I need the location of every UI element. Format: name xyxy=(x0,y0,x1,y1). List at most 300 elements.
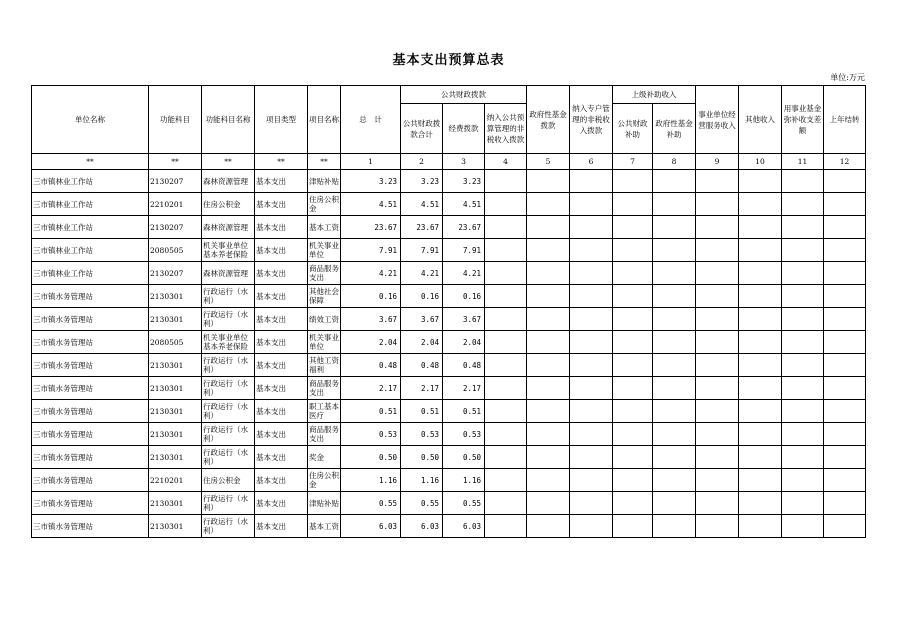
cell-empty xyxy=(485,285,527,308)
cell-empty xyxy=(485,446,527,469)
cell-total: 3.23 xyxy=(341,170,401,193)
cell-func-name: 行政运行（水利） xyxy=(202,354,255,377)
cell-empty xyxy=(739,239,782,262)
cell-empty xyxy=(527,354,570,377)
cell-empty xyxy=(782,239,824,262)
cell-empty xyxy=(653,377,696,400)
col-num: 12 xyxy=(824,154,866,170)
cell-empty xyxy=(653,331,696,354)
cell-empty xyxy=(485,400,527,423)
cell-empty xyxy=(653,308,696,331)
cell-unit-name: 三市镇水务管理站 xyxy=(32,515,149,538)
col-num: 8 xyxy=(653,154,696,170)
cell-item-type: 基本支出 xyxy=(255,193,308,216)
cell-unit-name: 三市镇林业工作站 xyxy=(32,262,149,285)
header-public-finance-subtotal: 公共财政拨款合计 xyxy=(401,104,443,154)
cell-func-code: 2210201 xyxy=(149,193,202,216)
cell-item-name: 机关事业单位 xyxy=(308,331,341,354)
cell-empty xyxy=(696,285,739,308)
cell-unit-name: 三市镇水务管理站 xyxy=(32,492,149,515)
cell-item-name: 住房公积金 xyxy=(308,469,341,492)
cell-empty xyxy=(570,377,613,400)
cell-unit-name: 三市镇林业工作站 xyxy=(32,193,149,216)
cell-empty xyxy=(527,446,570,469)
table-row xyxy=(32,170,866,193)
cell-empty xyxy=(824,423,866,446)
cell-empty xyxy=(739,377,782,400)
cell-empty xyxy=(527,492,570,515)
cell-empty xyxy=(527,285,570,308)
cell-empty xyxy=(824,216,866,239)
cell-empty xyxy=(527,308,570,331)
col-num: 9 xyxy=(696,154,739,170)
cell-unit-name: 三市镇水务管理站 xyxy=(32,400,149,423)
cell-item-name: 基本工资 xyxy=(308,515,341,538)
cell-empty xyxy=(653,239,696,262)
cell-empty xyxy=(527,193,570,216)
cell-func-code: 2080505 xyxy=(149,331,202,354)
cell-unit-name: 三市镇水务管理站 xyxy=(32,469,149,492)
page-title: 基本支出预算总表 xyxy=(392,53,505,68)
cell-public-finance-subtotal: 0.50 xyxy=(401,446,443,469)
cell-total: 7.91 xyxy=(341,239,401,262)
cell-func-name: 森林资源管理 xyxy=(202,262,255,285)
cell-func-code: 2130301 xyxy=(149,285,202,308)
cell-func-name: 住房公积金 xyxy=(202,469,255,492)
cell-empty xyxy=(824,239,866,262)
cell-empty xyxy=(782,170,824,193)
cell-item-name: 其他工资福利 xyxy=(308,354,341,377)
budget-table xyxy=(31,85,866,538)
cell-empty xyxy=(653,469,696,492)
cell-item-name: 津贴补贴 xyxy=(308,492,341,515)
cell-func-name: 机关事业单位基本养老保险 xyxy=(202,331,255,354)
cell-empty xyxy=(653,492,696,515)
cell-empty xyxy=(782,262,824,285)
header-row-1 xyxy=(32,86,866,104)
cell-unit-name: 三市镇水务管理站 xyxy=(32,285,149,308)
header-unit-name: 单位名称 xyxy=(32,86,149,154)
cell-func-code: 2130301 xyxy=(149,492,202,515)
cell-empty xyxy=(570,216,613,239)
cell-expense-grant: 3.67 xyxy=(443,308,485,331)
cell-empty xyxy=(570,354,613,377)
cell-unit-name: 三市镇水务管理站 xyxy=(32,446,149,469)
cell-unit-name: 三市镇林业工作站 xyxy=(32,239,149,262)
cell-empty xyxy=(696,400,739,423)
header-nontax-public: 纳入公共预算管理的非税收入拨款 xyxy=(485,104,527,154)
cell-empty xyxy=(485,239,527,262)
cell-empty xyxy=(782,446,824,469)
cell-func-code: 2130207 xyxy=(149,262,202,285)
cell-func-code: 2080505 xyxy=(149,239,202,262)
cell-item-name: 奖金 xyxy=(308,446,341,469)
cell-expense-grant: 0.53 xyxy=(443,423,485,446)
cell-empty xyxy=(570,285,613,308)
cell-empty xyxy=(739,354,782,377)
cell-func-name: 住房公积金 xyxy=(202,193,255,216)
cell-public-finance-subtotal: 2.04 xyxy=(401,331,443,354)
cell-empty xyxy=(613,331,653,354)
cell-item-type: 基本支出 xyxy=(255,239,308,262)
col-num: 10 xyxy=(739,154,782,170)
cell-empty xyxy=(485,469,527,492)
cell-expense-grant: 23.67 xyxy=(443,216,485,239)
cell-public-finance-subtotal: 3.23 xyxy=(401,170,443,193)
cell-item-type: 基本支出 xyxy=(255,515,308,538)
cell-item-type: 基本支出 xyxy=(255,377,308,400)
col-num: 4 xyxy=(485,154,527,170)
cell-empty xyxy=(613,216,653,239)
cell-empty xyxy=(824,515,866,538)
cell-item-type: 基本支出 xyxy=(255,400,308,423)
cell-expense-grant: 2.17 xyxy=(443,377,485,400)
cell-func-code: 2210201 xyxy=(149,469,202,492)
cell-item-name: 基本工资 xyxy=(308,216,341,239)
cell-empty xyxy=(653,400,696,423)
cell-item-type: 基本支出 xyxy=(255,285,308,308)
cell-empty xyxy=(653,354,696,377)
cell-empty xyxy=(739,170,782,193)
cell-empty xyxy=(782,331,824,354)
cell-item-type: 基本支出 xyxy=(255,308,308,331)
cell-func-name: 行政运行（水利） xyxy=(202,492,255,515)
cell-empty xyxy=(613,239,653,262)
header-item-name: 项目名称 xyxy=(308,86,341,154)
cell-empty xyxy=(653,216,696,239)
cell-empty xyxy=(824,170,866,193)
cell-empty xyxy=(485,377,527,400)
header-business-income: 事业单位经营服务收入 xyxy=(696,86,739,154)
table-row xyxy=(32,423,866,446)
cell-empty xyxy=(824,193,866,216)
cell-expense-grant: 0.48 xyxy=(443,354,485,377)
cell-empty xyxy=(696,377,739,400)
column-number-row xyxy=(32,154,866,170)
cell-total: 0.16 xyxy=(341,285,401,308)
cell-unit-name: 三市镇水务管理站 xyxy=(32,354,149,377)
cell-empty xyxy=(613,469,653,492)
cell-empty xyxy=(485,423,527,446)
cell-empty xyxy=(739,446,782,469)
cell-empty xyxy=(824,262,866,285)
cell-empty xyxy=(613,354,653,377)
header-item-type: 项目类型 xyxy=(255,86,308,154)
cell-public-finance-subtotal: 23.67 xyxy=(401,216,443,239)
cell-expense-grant: 2.04 xyxy=(443,331,485,354)
cell-expense-grant: 6.03 xyxy=(443,515,485,538)
cell-empty xyxy=(824,377,866,400)
col-num: 2 xyxy=(401,154,443,170)
cell-item-name: 其他社会保障 xyxy=(308,285,341,308)
cell-item-name: 商品服务支出 xyxy=(308,423,341,446)
cell-empty xyxy=(696,308,739,331)
cell-item-name: 住房公积金 xyxy=(308,193,341,216)
cell-total: 23.67 xyxy=(341,216,401,239)
cell-empty xyxy=(527,400,570,423)
cell-func-name: 行政运行（水利） xyxy=(202,515,255,538)
cell-public-finance-subtotal: 4.51 xyxy=(401,193,443,216)
cell-empty xyxy=(739,515,782,538)
cell-empty xyxy=(653,423,696,446)
cell-func-code: 2130301 xyxy=(149,354,202,377)
header-expense-grant: 经费拨款 xyxy=(443,104,485,154)
cell-empty xyxy=(485,170,527,193)
cell-unit-name: 三市镇水务管理站 xyxy=(32,308,149,331)
cell-func-name: 行政运行（水利） xyxy=(202,423,255,446)
col-num: ** xyxy=(32,154,149,170)
col-num: 11 xyxy=(782,154,824,170)
cell-empty xyxy=(824,446,866,469)
table-row xyxy=(32,469,866,492)
cell-empty xyxy=(527,239,570,262)
cell-unit-name: 三市镇水务管理站 xyxy=(32,331,149,354)
cell-public-finance-subtotal: 0.53 xyxy=(401,423,443,446)
cell-empty xyxy=(485,262,527,285)
cell-empty xyxy=(613,400,653,423)
cell-func-name: 森林资源管理 xyxy=(202,170,255,193)
cell-empty xyxy=(527,377,570,400)
cell-empty xyxy=(696,423,739,446)
header-total: 总 计 xyxy=(341,86,401,154)
cell-empty xyxy=(782,377,824,400)
cell-public-finance-subtotal: 2.17 xyxy=(401,377,443,400)
cell-empty xyxy=(739,423,782,446)
cell-empty xyxy=(824,400,866,423)
cell-empty xyxy=(570,400,613,423)
cell-item-name: 商品服务支出 xyxy=(308,377,341,400)
cell-func-code: 2130301 xyxy=(149,377,202,400)
cell-empty xyxy=(696,446,739,469)
cell-empty xyxy=(824,469,866,492)
cell-item-name: 职工基本医疗 xyxy=(308,400,341,423)
header-other-income: 其他收入 xyxy=(739,86,782,154)
cell-func-code: 2130207 xyxy=(149,216,202,239)
col-num: ** xyxy=(149,154,202,170)
cell-func-name: 行政运行（水利） xyxy=(202,377,255,400)
cell-total: 2.04 xyxy=(341,331,401,354)
cell-empty xyxy=(782,308,824,331)
header-superior-group: 上级补助收入 xyxy=(613,86,696,104)
cell-func-name: 行政运行（水利） xyxy=(202,285,255,308)
cell-func-code: 2130301 xyxy=(149,400,202,423)
col-num: ** xyxy=(202,154,255,170)
table-row xyxy=(32,262,866,285)
cell-empty xyxy=(782,492,824,515)
cell-item-type: 基本支出 xyxy=(255,331,308,354)
cell-empty xyxy=(570,469,613,492)
cell-empty xyxy=(613,446,653,469)
cell-item-type: 基本支出 xyxy=(255,170,308,193)
cell-total: 4.21 xyxy=(341,262,401,285)
cell-func-code: 2130301 xyxy=(149,515,202,538)
table-row xyxy=(32,446,866,469)
col-num: 3 xyxy=(443,154,485,170)
cell-empty xyxy=(485,354,527,377)
col-num: 5 xyxy=(527,154,570,170)
cell-empty xyxy=(739,285,782,308)
header-func-name: 功能科目名称 xyxy=(202,86,255,154)
cell-empty xyxy=(613,193,653,216)
cell-empty xyxy=(527,170,570,193)
header-nontax-special: 纳入专户管理的非税收入拨款 xyxy=(570,86,613,154)
cell-empty xyxy=(653,170,696,193)
cell-empty xyxy=(570,331,613,354)
cell-empty xyxy=(570,423,613,446)
cell-empty xyxy=(824,354,866,377)
cell-empty xyxy=(485,308,527,331)
cell-empty xyxy=(613,308,653,331)
table-row xyxy=(32,354,866,377)
cell-item-type: 基本支出 xyxy=(255,492,308,515)
cell-empty xyxy=(653,285,696,308)
cell-empty xyxy=(696,515,739,538)
table-row xyxy=(32,515,866,538)
cell-empty xyxy=(739,308,782,331)
cell-func-name: 行政运行（水利） xyxy=(202,400,255,423)
cell-empty xyxy=(527,262,570,285)
cell-total: 3.67 xyxy=(341,308,401,331)
cell-public-finance-subtotal: 0.16 xyxy=(401,285,443,308)
cell-empty xyxy=(739,400,782,423)
cell-total: 6.03 xyxy=(341,515,401,538)
cell-item-type: 基本支出 xyxy=(255,469,308,492)
cell-empty xyxy=(613,377,653,400)
cell-item-type: 基本支出 xyxy=(255,216,308,239)
cell-empty xyxy=(570,446,613,469)
cell-empty xyxy=(527,515,570,538)
cell-total: 1.16 xyxy=(341,469,401,492)
cell-item-type: 基本支出 xyxy=(255,423,308,446)
col-num: ** xyxy=(308,154,341,170)
cell-empty xyxy=(696,354,739,377)
cell-total: 0.50 xyxy=(341,446,401,469)
cell-func-name: 行政运行（水利） xyxy=(202,308,255,331)
cell-empty xyxy=(824,308,866,331)
cell-empty xyxy=(696,239,739,262)
cell-empty xyxy=(782,193,824,216)
cell-empty xyxy=(485,492,527,515)
cell-public-finance-subtotal: 3.67 xyxy=(401,308,443,331)
cell-empty xyxy=(653,193,696,216)
cell-empty xyxy=(696,193,739,216)
cell-empty xyxy=(570,193,613,216)
cell-empty xyxy=(570,308,613,331)
cell-func-code: 2130301 xyxy=(149,308,202,331)
cell-empty xyxy=(739,193,782,216)
cell-empty xyxy=(570,492,613,515)
cell-empty xyxy=(696,170,739,193)
table-row xyxy=(32,285,866,308)
cell-empty xyxy=(613,285,653,308)
cell-empty xyxy=(696,492,739,515)
header-superior-gov-fund: 政府性基金补助 xyxy=(653,104,696,154)
cell-public-finance-subtotal: 4.21 xyxy=(401,262,443,285)
table-row xyxy=(32,377,866,400)
cell-empty xyxy=(570,515,613,538)
cell-expense-grant: 0.16 xyxy=(443,285,485,308)
table-row xyxy=(32,331,866,354)
cell-public-finance-subtotal: 6.03 xyxy=(401,515,443,538)
cell-empty xyxy=(527,423,570,446)
table-row xyxy=(32,239,866,262)
cell-item-type: 基本支出 xyxy=(255,446,308,469)
cell-func-code: 2130301 xyxy=(149,423,202,446)
cell-public-finance-subtotal: 0.55 xyxy=(401,492,443,515)
cell-empty xyxy=(782,469,824,492)
cell-expense-grant: 1.16 xyxy=(443,469,485,492)
header-func-code: 功能科目 xyxy=(149,86,202,154)
cell-public-finance-subtotal: 7.91 xyxy=(401,239,443,262)
table-row xyxy=(32,400,866,423)
col-num: ** xyxy=(255,154,308,170)
table-row xyxy=(32,308,866,331)
cell-empty xyxy=(782,354,824,377)
cell-total: 0.48 xyxy=(341,354,401,377)
cell-item-name: 机关事业单位 xyxy=(308,239,341,262)
cell-empty xyxy=(824,285,866,308)
cell-empty xyxy=(570,170,613,193)
cell-unit-name: 三市镇林业工作站 xyxy=(32,170,149,193)
cell-func-name: 机关事业单位基本养老保险 xyxy=(202,239,255,262)
cell-item-name: 商品服务支出 xyxy=(308,262,341,285)
table-row xyxy=(32,492,866,515)
cell-empty xyxy=(613,170,653,193)
header-gov-fund: 政府性基金拨款 xyxy=(527,86,570,154)
cell-public-finance-subtotal: 0.48 xyxy=(401,354,443,377)
col-num: 1 xyxy=(341,154,401,170)
cell-empty xyxy=(485,331,527,354)
cell-empty xyxy=(653,446,696,469)
cell-expense-grant: 0.55 xyxy=(443,492,485,515)
cell-empty xyxy=(696,262,739,285)
cell-func-name: 森林资源管理 xyxy=(202,216,255,239)
cell-public-finance-subtotal: 0.51 xyxy=(401,400,443,423)
header-carry-over: 上年结转 xyxy=(824,86,866,154)
cell-item-type: 基本支出 xyxy=(255,354,308,377)
cell-public-finance-subtotal: 1.16 xyxy=(401,469,443,492)
cell-empty xyxy=(739,469,782,492)
cell-empty xyxy=(485,193,527,216)
cell-empty xyxy=(613,515,653,538)
cell-total: 4.51 xyxy=(341,193,401,216)
cell-empty xyxy=(782,515,824,538)
cell-empty xyxy=(653,262,696,285)
cell-empty xyxy=(739,331,782,354)
cell-expense-grant: 0.51 xyxy=(443,400,485,423)
cell-expense-grant: 0.50 xyxy=(443,446,485,469)
cell-unit-name: 三市镇林业工作站 xyxy=(32,216,149,239)
cell-item-name: 绩效工资 xyxy=(308,308,341,331)
cell-empty xyxy=(739,216,782,239)
cell-item-type: 基本支出 xyxy=(255,262,308,285)
cell-empty xyxy=(824,331,866,354)
cell-empty xyxy=(739,262,782,285)
cell-empty xyxy=(485,515,527,538)
header-fund-balance: 用事业基金弥补收支差额 xyxy=(782,86,824,154)
cell-func-code: 2130207 xyxy=(149,170,202,193)
cell-empty xyxy=(613,262,653,285)
cell-empty xyxy=(696,331,739,354)
cell-empty xyxy=(527,331,570,354)
cell-expense-grant: 3.23 xyxy=(443,170,485,193)
cell-empty xyxy=(696,469,739,492)
cell-empty xyxy=(696,216,739,239)
cell-total: 2.17 xyxy=(341,377,401,400)
cell-expense-grant: 4.51 xyxy=(443,193,485,216)
cell-item-name: 津贴补贴 xyxy=(308,170,341,193)
cell-expense-grant: 4.21 xyxy=(443,262,485,285)
